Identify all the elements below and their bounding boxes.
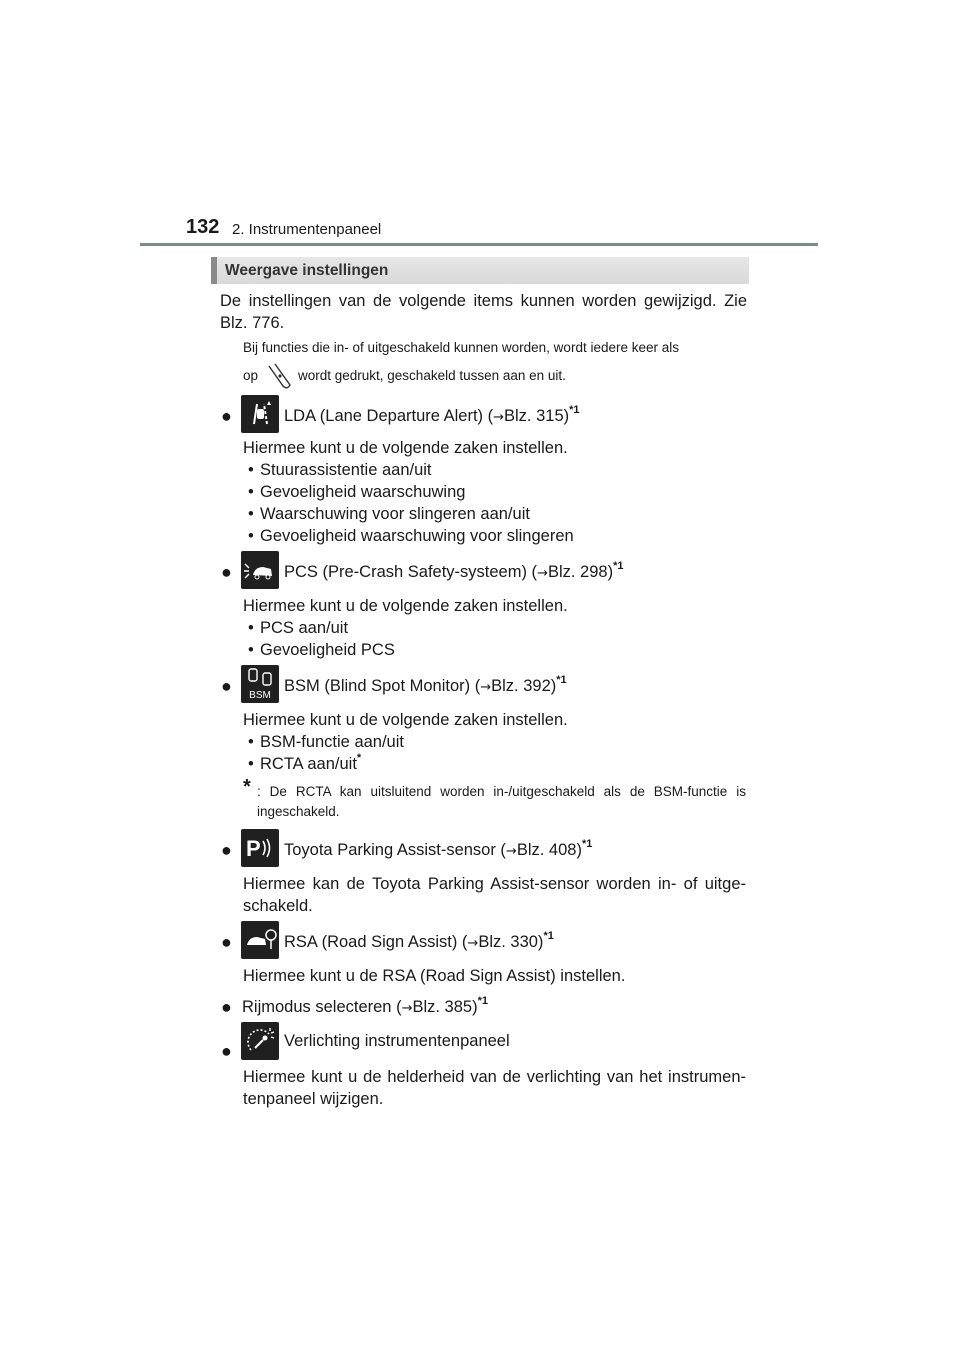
parking-assist-icon: [241, 829, 279, 867]
road-sign-assist-icon: [241, 921, 279, 959]
svg-text:BSM: BSM: [249, 690, 271, 701]
footnote: * : De RCTA kan uitsluitend worden in-/uitgeschakeld als de BSM-functie is ingeschakeld.: [243, 776, 746, 819]
section-title: Weergave instellingen: [225, 262, 389, 279]
bullet: ●: [221, 997, 232, 1017]
item-desc-parking: Hiermee kan de Toyota Parking Assist-sensor worden in- of uitge- schakeld.: [243, 875, 746, 915]
item-title-bsm: BSM (Blind Spot Monitor) (→Blz. 392)$^{*1}$: [284, 674, 567, 695]
bullet: ●: [221, 562, 232, 582]
svg-text:P: P: [246, 836, 261, 861]
note-line-1: Bij functies die in- of uitgeschakeld kunnen worden, wordt iedere keer als: [243, 340, 679, 355]
list-item: • Gevoeligheid waarschuwing voor slingeren: [248, 527, 574, 545]
item-desc-illumination: Hiermee kunt u de helderheid van de verlichting van het instrumen- tenpaneel wijzigen.: [243, 1068, 746, 1108]
bsm-icon: [241, 665, 279, 703]
note-line-2: [243, 366, 566, 386]
list-item: • BSM-functie aan/uit: [248, 733, 404, 751]
list-item: • Waarschuwing voor slingeren aan/uit: [248, 505, 530, 523]
header-divider: [140, 243, 818, 246]
press-button-icon: [263, 362, 293, 392]
item-title-rsa: RSA (Road Sign Assist) (→Blz. 330)$^{*1}$: [284, 930, 554, 951]
note-after: wordt gedrukt, geschakeld tussen aan en uit.: [298, 368, 566, 383]
item-title-illumination: Verlichting instrumentenpaneel: [284, 1032, 510, 1050]
list-item: • Stuurassistentie aan/uit: [248, 461, 432, 479]
section-header: [211, 257, 749, 284]
item-desc-lda: Hiermee kunt u de volgende zaken instellen.: [243, 439, 568, 457]
illumination-icon: [241, 1022, 279, 1060]
list-item: • RCTA aan/uit*: [248, 752, 362, 773]
page-number: 132: [186, 216, 220, 238]
section-accent: [211, 257, 217, 284]
bullet: ●: [221, 676, 232, 696]
lane-departure-icon: [241, 395, 279, 433]
list-item: • Gevoeligheid waarschuwing: [248, 483, 466, 501]
item-desc-rsa: Hiermee kunt u de RSA (Road Sign Assist) instellen.: [243, 967, 626, 985]
note-op: op: [243, 368, 259, 383]
item-title-parking: Toyota Parking Assist-sensor (→Blz. 408)$^{*1}$: [284, 838, 593, 859]
item-desc-pcs: Hiermee kunt u de volgende zaken instellen.: [243, 597, 568, 615]
intro-text: De instellingen van de volgende items kunnen worden gewijzigd. Zie Blz. 776.: [220, 292, 747, 332]
item-desc-bsm: Hiermee kunt u de volgende zaken instellen.: [243, 711, 568, 729]
item-title-pcs: PCS (Pre-Crash Safety-systeem) (→Blz. 298)$^{*1}$: [284, 560, 624, 581]
bullet: ●: [221, 932, 232, 952]
item-title-drive-mode: Rijmodus selecteren (→Blz. 385)$^{*1}$: [242, 995, 488, 1016]
bullet: ●: [221, 406, 232, 426]
item-title-lda: LDA (Lane Departure Alert) (→Blz. 315)$^{*1}$: [284, 404, 580, 425]
bullet: ●: [221, 840, 232, 860]
chapter-title: 2. Instrumentenpaneel: [232, 221, 382, 238]
list-item: • PCS aan/uit: [248, 619, 349, 637]
pre-crash-icon: [241, 551, 279, 589]
list-item: • Gevoeligheid PCS: [248, 641, 395, 659]
bullet: ●: [221, 1041, 232, 1061]
